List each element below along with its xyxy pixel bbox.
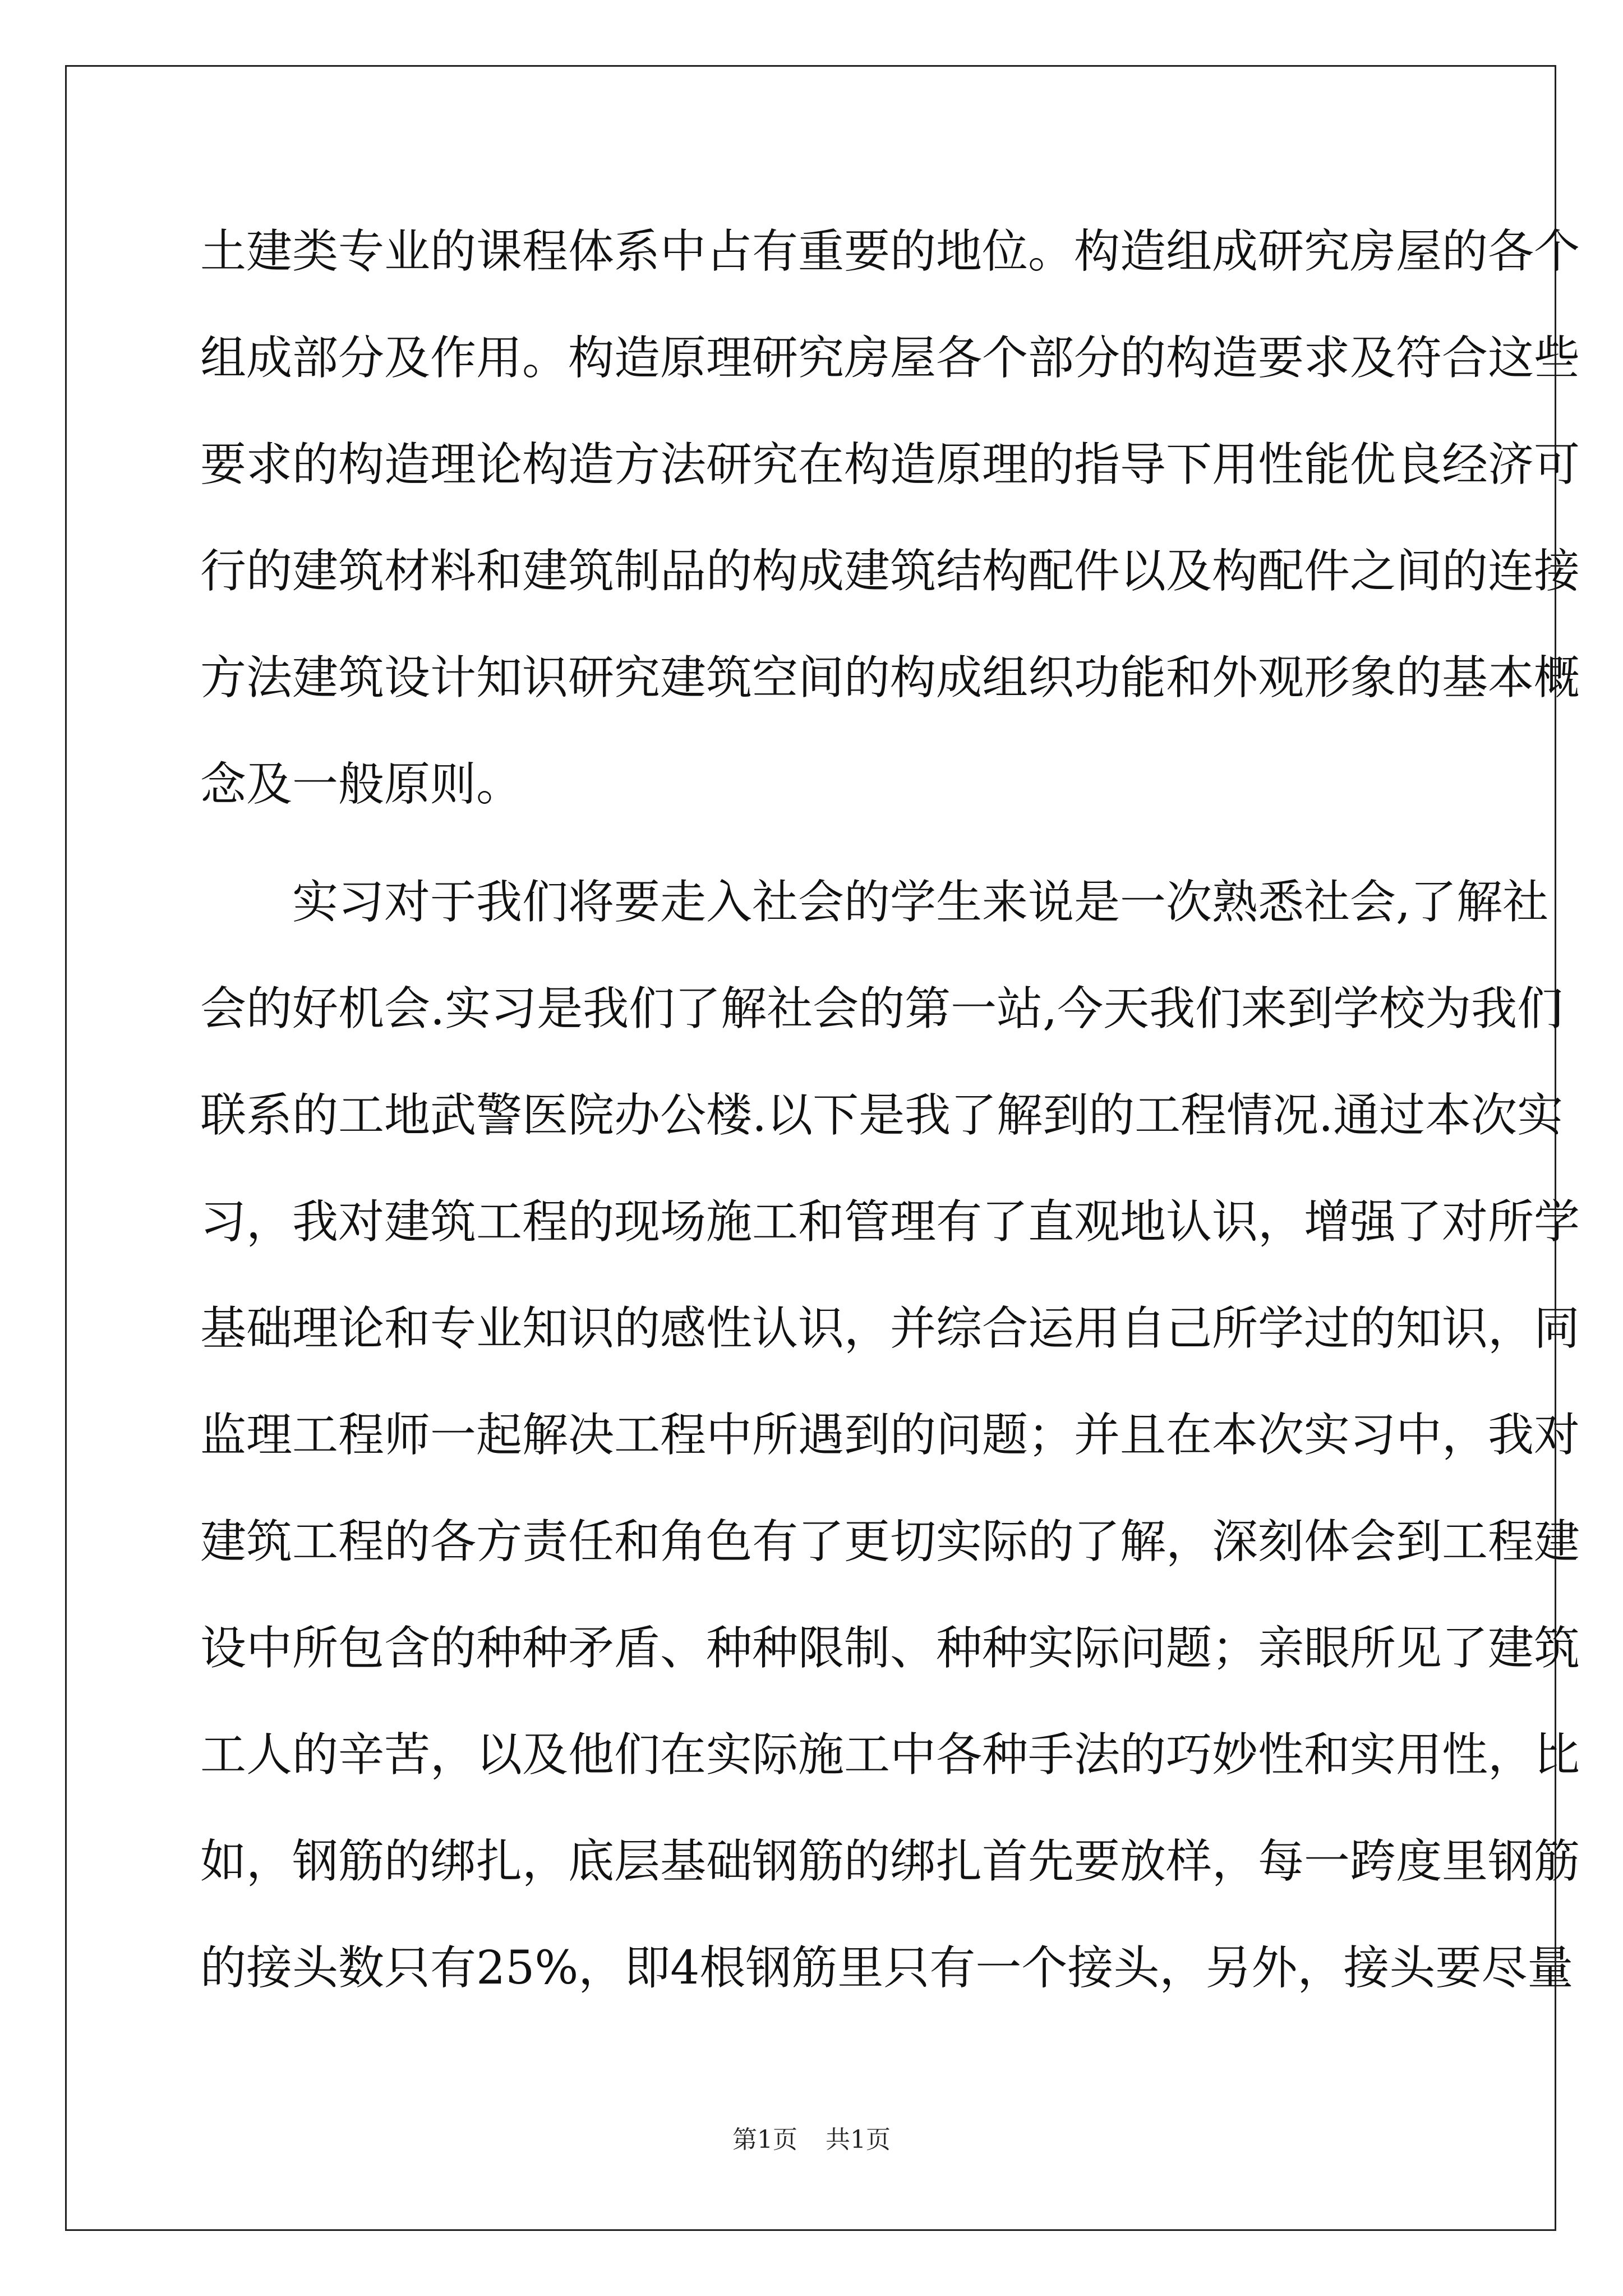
text-line: 如，钢筋的绑扎，底层基础钢筋的绑扎首先要放样，每一跨度里钢筋: [200, 1835, 1580, 1888]
page-total: 共1页: [826, 2125, 891, 2154]
text-line: 实习对于我们将要走入社会的学生来说是一次熟悉社会,了解社: [292, 876, 1549, 929]
text-line: 工人的辛苦，以及他们在实际施工中各种手法的巧妙性和实用性，比: [200, 1728, 1580, 1782]
text-line: 会的好机会.实习是我们了解社会的第一站,今天我们来到学校为我们: [200, 982, 1564, 1036]
text-line: 组成部分及作用。构造原理研究房屋各个部分的构造要求及符合这些: [200, 332, 1580, 385]
text-line: 基础理论和专业知识的感性认识，并综合运用自己所学过的知识，同: [200, 1302, 1580, 1355]
text-line: 建筑工程的各方责任和角色有了更切实际的了解，深刻体会到工程建: [200, 1515, 1580, 1568]
text-line: 的接头数只有25%，即4根钢筋里只有一个接头，另外，接头要尽量: [200, 1941, 1574, 1995]
text-line: 设中所包含的种种矛盾、种种限制、种种实际问题；亲眼所见了建筑: [200, 1622, 1580, 1675]
text-line: 方法建筑设计知识研究建筑空间的构成组织功能和外观形象的基本概: [200, 651, 1580, 705]
paragraph-gap: [200, 838, 1435, 849]
text-line: 习，我对建筑工程的现场施工和管理有了直观地认识，增强了对所学: [200, 1195, 1580, 1249]
text-line: 行的建筑材料和建筑制品的构成建筑结构配件以及构配件之间的连接: [200, 545, 1580, 598]
text-line: 念及一般原则。: [200, 758, 523, 811]
text-line: 联系的工地武警医院办公楼.以下是我了解到的工程情况.通过本次实: [200, 1089, 1564, 1142]
text-line: 监理工程师一起解决工程中所遇到的问题；并且在本次实习中，我对: [200, 1409, 1580, 1462]
document-body: [200, 199, 1580, 2022]
page-number: 第1页: [732, 2125, 797, 2154]
text-line: 要求的构造理论构造方法研究在构造原理的指导下用性能优良经济可: [200, 438, 1580, 491]
page-footer: [0, 2123, 1623, 2157]
text-line: 土建类专业的课程体系中占有重要的地位。构造组成研究房屋的各个: [200, 225, 1580, 278]
